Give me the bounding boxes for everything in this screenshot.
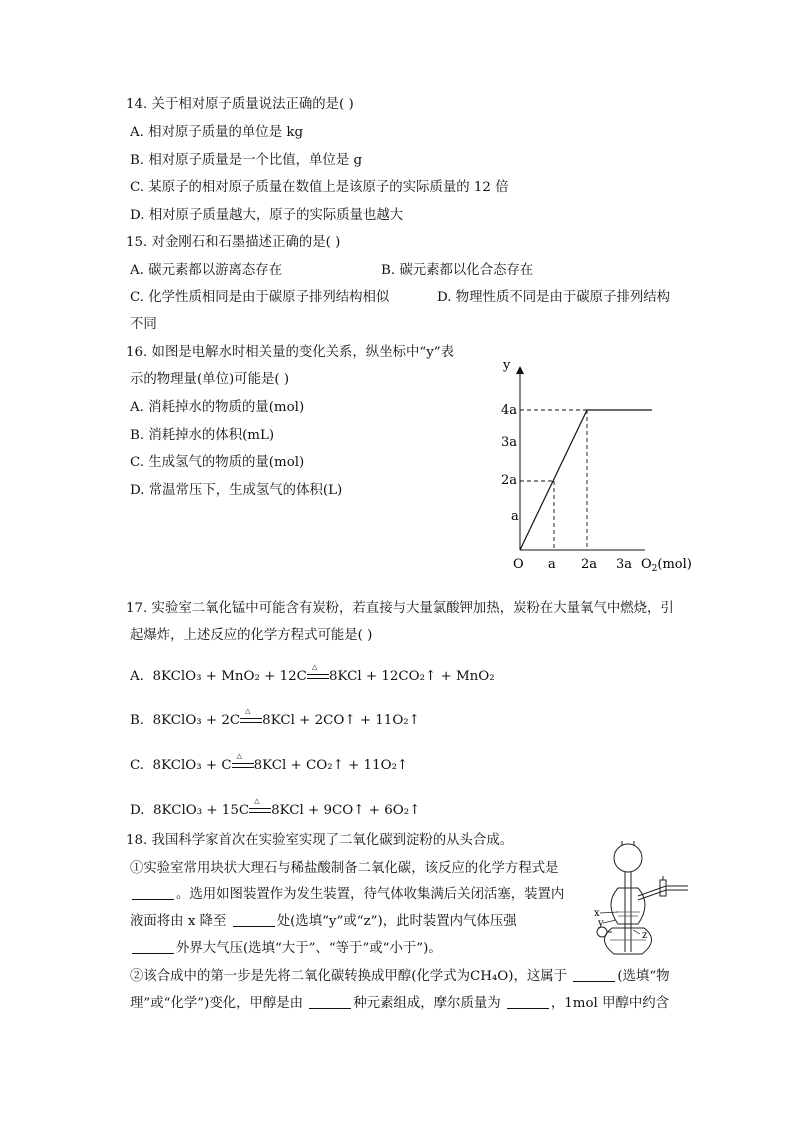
answer-blank[interactable]: [573, 969, 615, 982]
answer-blank[interactable]: [132, 887, 174, 900]
q17-stem-line2: 起爆炸，上述反应的化学方程式可能是( ): [130, 628, 373, 643]
q16-option-c: C. 生成氢气的物质的量(mol): [130, 455, 305, 470]
x-tick-2a: 2a: [581, 557, 598, 572]
q16-option-b: B. 消耗掉水的体积(mL): [130, 428, 275, 443]
q17-d-rhs: 8KCl + 9CO↑ + 6O₂↑: [271, 803, 421, 818]
q17-option-d: [130, 796, 421, 820]
label-y: y: [598, 918, 604, 929]
q17-d-lhs: 8KClO₃ + 15C: [153, 803, 250, 818]
y-axis-label: y: [503, 358, 511, 373]
q16-stem-line1: 16. 如图是电解水时相关量的变化关系，纵坐标中“y”表: [126, 345, 455, 360]
q16-option-d: D. 常温常压下，生成氢气的体积(L): [130, 483, 343, 498]
label-z: z: [642, 930, 648, 941]
answer-blank[interactable]: [132, 941, 174, 954]
equals-bar: [232, 763, 254, 768]
q17-b-label: B.: [130, 713, 145, 728]
q18-p1-line3-text-a: 液面将由 x 降至: [130, 914, 227, 929]
q17-option-c: [130, 751, 409, 775]
q18-p2-line2: [130, 995, 669, 1013]
answer-blank[interactable]: [233, 914, 275, 927]
q18-stem: 18. 我国科学家首次在实验室实现了二氧化碳到淀粉的从头合成。: [126, 833, 514, 848]
q17-a-rhs: 8KCl + 12CO₂↑ + MnO₂: [328, 669, 495, 684]
heat-symbol: △: [254, 796, 260, 805]
x-axis-label: $O_2(mol)$: [641, 557, 692, 574]
q14-option-d: D. 相对原子质量越大，原子的实际质量也越大: [130, 208, 404, 223]
answer-blank[interactable]: [507, 996, 549, 1009]
q17-a-lhs: 8KClO₃ + MnO₂ + 12C: [152, 669, 307, 684]
q16-stem-line2: 示的物理量(单位)可能是( ): [130, 372, 290, 387]
q18-p1-line2: [130, 886, 564, 904]
q18-p2-line2-text-a: 理”或“化学”)变化，甲醇是由: [130, 996, 304, 1011]
x-tick-3a: 3a: [616, 557, 633, 572]
q18-apparatus-diagram: [588, 840, 693, 960]
q17-d-label: D.: [130, 803, 145, 818]
q18-p2-line1: [130, 968, 670, 986]
q17-b-rhs: 8KCl + 2CO↑ + 11O₂↑: [262, 713, 420, 728]
q18-p1-line1: ①实验室常用块状大理石与稀盐酸制备二氧化碳，该反应的化学方程式是: [130, 861, 559, 876]
q14-stem: 14. 关于相对原子质量说法正确的是( ): [126, 97, 354, 112]
q18-p2-line2-text-b: 种元素组成，摩尔质量为: [353, 996, 501, 1011]
y-tick-3a: 3a: [501, 435, 518, 450]
q18-p1-line4-text: 外界大气压(选填“大于”、“等于”或“小于”)。: [176, 941, 442, 956]
q15-option-b: B. 碳元素都以化合态存在: [381, 263, 534, 278]
y-tick-2a: 2a: [501, 473, 518, 488]
q17-b-lhs: 8KClO₃ + 2C: [152, 713, 241, 728]
q17-option-b: [130, 706, 420, 730]
q14-option-a: A. 相对原子质量的单位是 kg: [130, 125, 304, 140]
q18-p1-line4: [130, 940, 442, 958]
heat-symbol: △: [245, 706, 251, 715]
q18-p2-line1-text-b: (选填“物: [617, 969, 670, 984]
origin-label: O: [513, 557, 524, 572]
answer-blank[interactable]: [309, 996, 351, 1009]
heat-symbol: △: [311, 662, 318, 671]
q18-p1-line3: [130, 913, 517, 931]
q15-stem: 15. 对金刚石和石墨描述正确的是( ): [126, 235, 341, 250]
heat-symbol: △: [236, 751, 242, 760]
equals-bar: [307, 674, 329, 679]
q14-option-c: C. 某原子的相对原子质量在数值上是该原子的实际质量的 12 倍: [130, 180, 509, 195]
q17-option-a: [130, 662, 495, 686]
q17-c-rhs: 8KCl + CO₂↑ + 11O₂↑: [253, 758, 409, 773]
y-tick-4a: 4a: [501, 403, 518, 418]
label-x: x: [594, 908, 600, 919]
q17-c-lhs: 8KClO₃ + C: [152, 758, 232, 773]
q15-option-d: D. 物理性质不同是由于碳原子排列结构: [437, 290, 671, 305]
x-tick-a: a: [548, 557, 556, 572]
q16-option-a: A. 消耗掉水的物质的量(mol): [130, 400, 305, 415]
graph-line-rise: [520, 410, 587, 550]
q17-stem-line1: 17. 实验室二氧化锰中可能含有炭粉，若直接与大量氯酸钾加热，炭粉在大量氧气中燃烧，引: [126, 601, 674, 616]
y-tick-a: a: [511, 509, 519, 524]
q18-p2-line1-text-a: ②该合成中的第一步是先将二氧化碳转换成甲醇(化学式为CH₄O)，这属于: [130, 969, 568, 984]
q17-a-label: A.: [130, 669, 144, 684]
q17-c-label: C.: [130, 758, 145, 773]
q15-option-c: C. 化学性质相同是由于碳原子排列结构相似: [130, 290, 390, 305]
q16-graph: [495, 350, 695, 575]
q18-p2-line2-text-c: ，1mol 甲醇中约含: [550, 996, 670, 1011]
q15-option-d-cont: 不同: [130, 317, 157, 332]
q14-option-b: B. 相对原子质量是一个比值，单位是 g: [130, 153, 363, 168]
equals-bar: [249, 808, 271, 813]
q15-option-a: A. 碳元素都以游离态存在: [130, 263, 283, 278]
q18-p1-line3-text-b: 处(选填“y”或“z”)，此时装置内气体压强: [276, 914, 517, 929]
equals-bar: [240, 718, 262, 723]
q18-p1-line2-text: 。选用如图装置作为发生装置，待气体收集满后关闭活塞，装置内: [176, 887, 565, 902]
